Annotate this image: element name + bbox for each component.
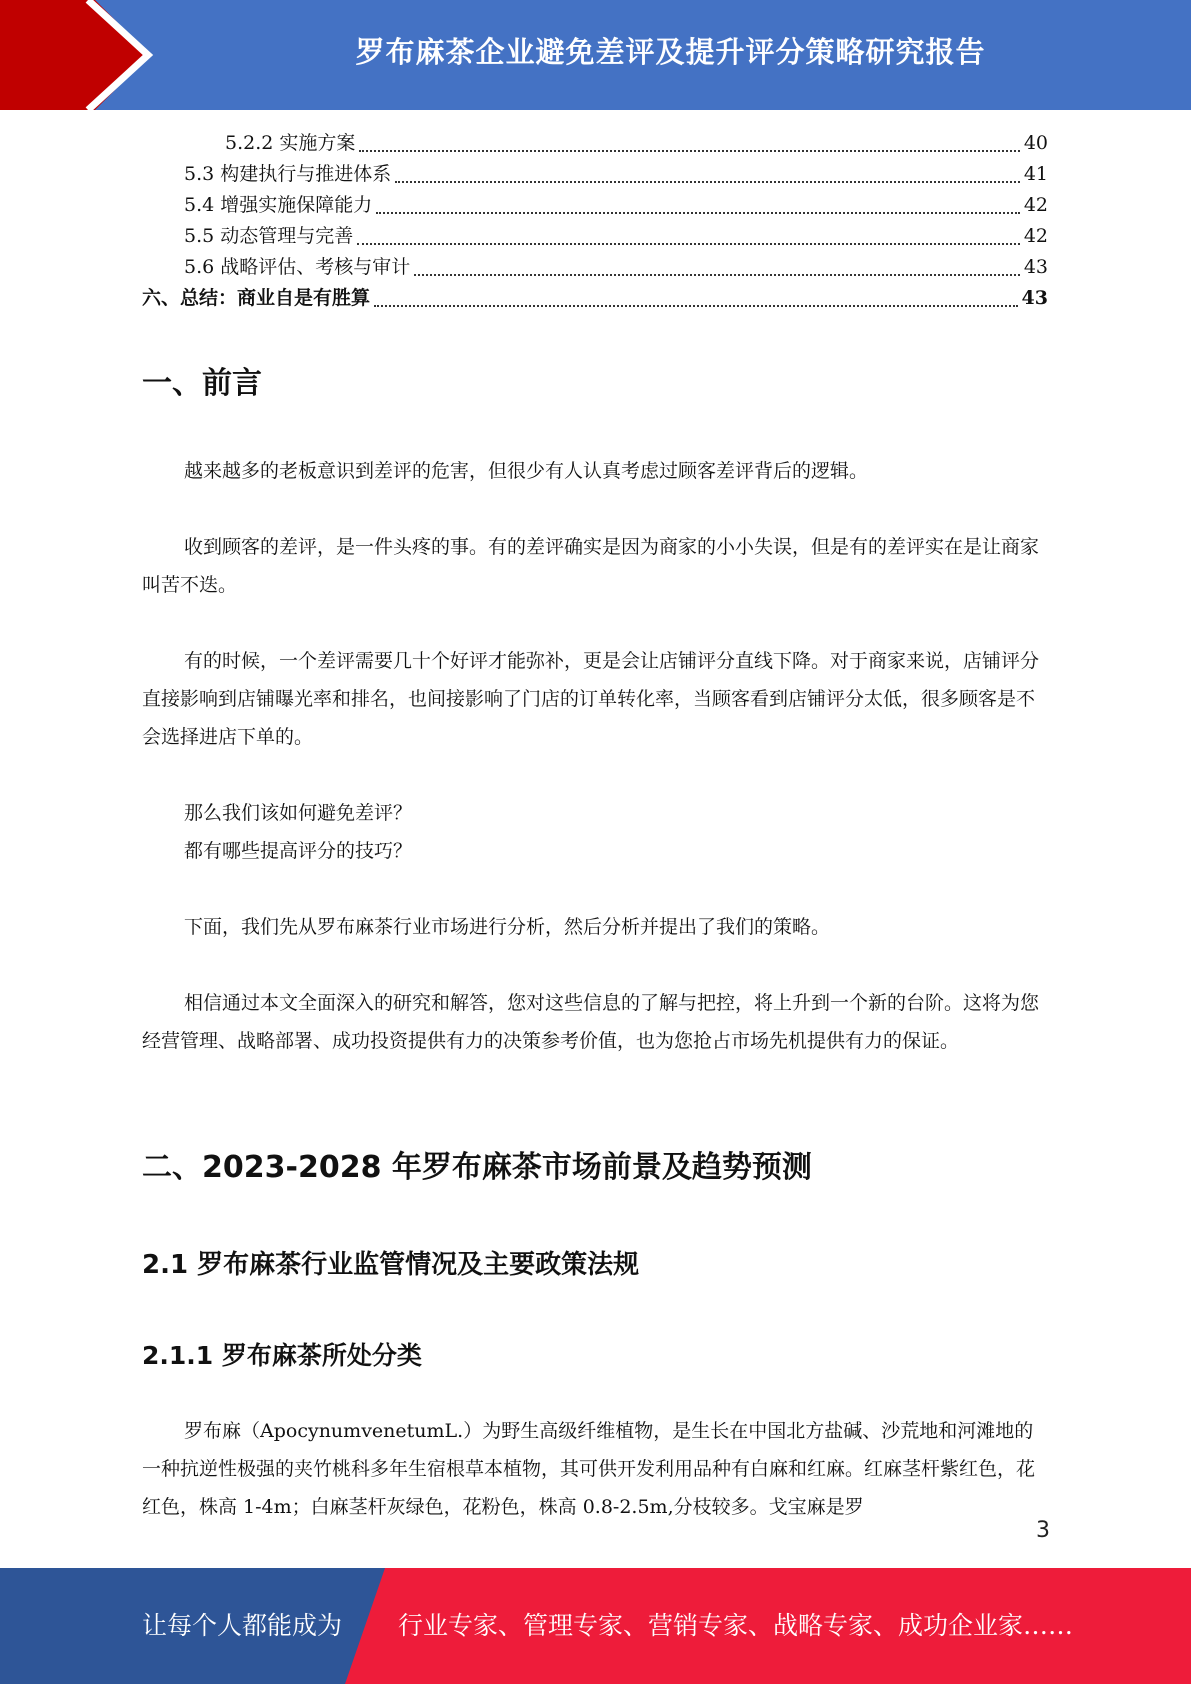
toc-entry[interactable] (142, 190, 1048, 221)
toc-entry[interactable] (142, 159, 1048, 190)
toc-entry[interactable] (142, 252, 1048, 283)
toc-label: 5.3 构建执行与推进体系 (184, 163, 392, 185)
toc-page: 43 (1023, 256, 1048, 278)
toc-label: 六、总结：商业自是有胜算 (142, 287, 371, 309)
toc-label: 5.6 战略评估、考核与审计 (184, 256, 411, 278)
section-heading-preface: 一、前言 (142, 366, 262, 401)
paragraph: 那么我们该如何避免差评？ (184, 802, 413, 824)
toc-page: 40 (1023, 132, 1048, 154)
toc-page: 41 (1023, 163, 1048, 185)
paragraph: 收到顾客的差评，是一件头疼的事。有的差评确实是因为商家的小小失误，但是有的差评实在是让商家叫苦不迭。 (142, 536, 1040, 596)
toc-leader-dots (374, 283, 1018, 307)
footer-slogan-left: 让每个人都能成为 (142, 1611, 343, 1640)
footer-banner (0, 1568, 1191, 1684)
subsection-heading: 2.1 罗布麻茶行业监管情况及主要政策法规 (142, 1250, 640, 1280)
toc-label: 5.5 动态管理与完善 (184, 225, 354, 247)
toc-entry[interactable] (142, 221, 1048, 252)
toc-page: 42 (1023, 194, 1048, 216)
toc-page: 42 (1023, 225, 1048, 247)
report-title: 罗布麻茶企业避免差评及提升评分策略研究报告 (355, 34, 986, 69)
table-of-contents (142, 128, 1048, 314)
paragraph: 越来越多的老板意识到差评的危害，但很少有人认真考虑过顾客差评背后的逻辑。 (184, 460, 869, 482)
page-number: 3 (1036, 1518, 1050, 1543)
toc-entry[interactable] (142, 283, 1048, 314)
subsubsection-heading: 2.1.1 罗布麻茶所处分类 (142, 1341, 422, 1370)
toc-label: 5.4 增强实施保障能力 (184, 194, 373, 216)
paragraph: 下面，我们先从罗布麻茶行业市场进行分析，然后分析并提出了我们的策略。 (184, 916, 831, 938)
toc-leader-dots (357, 221, 1020, 245)
paragraph: 有的时候，一个差评需要几十个好评才能弥补，更是会让店铺评分直线下降。对于商家来说，店铺评分直接影响到店铺曝光率和排名，也间接影响了门店的订单转化率，当顾客看到店铺评分太低，很多顾客是不会选择进店下单的。 (142, 650, 1040, 748)
paragraph: 罗布麻（ApocynumvenetumL.）为野生高级纤维植物，是生长在中国北方盐碱、沙荒地和河滩地的一种抗逆性极强的夹竹桃科多年生宿根草本植物，其可供开发利用品种有白麻和红麻。红麻茎杆紫红色，花红色，株高 1-4m；白麻茎杆灰绿色，花粉色，株高 0.8-2.5m,分枝较多。戈宝麻是罗 (142, 1420, 1036, 1518)
toc-page: 43 (1021, 287, 1048, 309)
toc-leader-dots (414, 252, 1020, 276)
toc-leader-dots (395, 159, 1020, 183)
header-banner (0, 0, 1191, 110)
footer-slogan-right: 行业专家、管理专家、营销专家、战略专家、成功企业家…… (398, 1611, 1074, 1640)
paragraph: 相信通过本文全面深入的研究和解答，您对这些信息的了解与把控，将上升到一个新的台阶。这将为您经营管理、战略部署、成功投资提供有力的决策参考价值，也为您抢占市场先机提供有力的保证。 (142, 992, 1040, 1052)
toc-leader-dots (376, 190, 1020, 214)
toc-label: 5.2.2 实施方案 (225, 132, 356, 154)
toc-leader-dots (359, 128, 1019, 152)
section-heading-market: 二、2023-2028 年罗布麻茶市场前景及趋势预测 (142, 1150, 812, 1185)
paragraph: 都有哪些提高评分的技巧？ (184, 840, 413, 862)
toc-entry[interactable] (142, 128, 1048, 159)
